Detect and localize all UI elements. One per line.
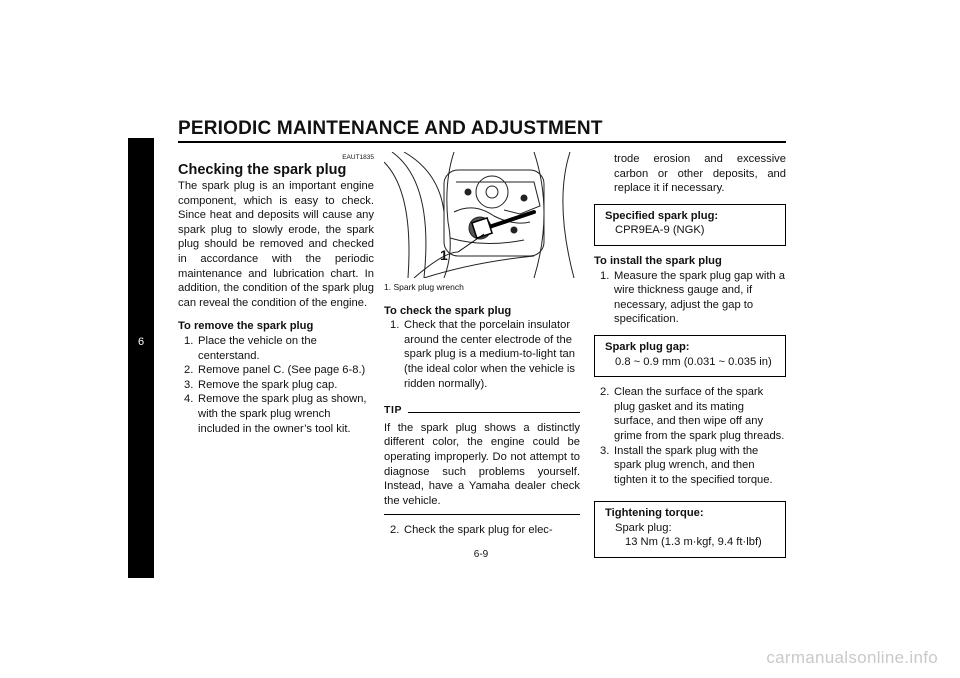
engine-illustration: [384, 152, 580, 278]
chapter-number: 6: [137, 336, 145, 348]
step-number: 1.: [184, 334, 194, 347]
step-text: Clean the surface of the spark plug gasket and its mating surface, and then wipe off any grime from the spark plug threads.: [614, 386, 785, 442]
step-text: Install the spark plug with the spark plug wrench, and then tighten it to the specified torque.: [614, 444, 773, 486]
page-number: 6-9: [473, 549, 489, 560]
figure-caption: 1. Spark plug wrench: [384, 282, 464, 292]
step-number: 3.: [184, 378, 194, 391]
check-steps: [384, 318, 580, 391]
tip-end-rule: [384, 514, 580, 515]
list-item: [178, 392, 374, 436]
spec-label: Spark plug:: [615, 521, 672, 534]
document-code: EAUT1835: [342, 154, 374, 161]
check-steps-continued: [384, 523, 580, 538]
list-item: [594, 444, 786, 488]
install-steps-continued: [594, 385, 786, 487]
step-number: 2.: [390, 524, 400, 537]
step-text: Remove the spark plug as shown, with the spark plug wrench included in the owner’s tool kit.: [198, 393, 367, 435]
step-text: Check the spark plug for elec-: [404, 524, 553, 537]
header-rule: [178, 141, 786, 143]
step-number: 2.: [600, 386, 610, 399]
list-item: [178, 334, 374, 363]
watermark: carmanualsonline.info: [766, 648, 938, 667]
spec-value: 13 Nm (1.3 m·kgf, 9.4 ft·lbf): [625, 536, 762, 549]
list-item: [594, 269, 786, 327]
section-title: Checking the spark plug: [178, 162, 347, 178]
step-number: 1.: [600, 269, 610, 282]
step-text: Remove the spark plug cap.: [198, 378, 338, 391]
step-number: 2.: [184, 364, 194, 377]
tip-text: If the spark plug shows a distinctly different color, the engine could be operating improperly. Do not attempt to diagnose such problems yourself. Instead, have a Yamaha dealer check the vehicle.: [384, 421, 580, 507]
spec-box-spark-plug: [594, 204, 786, 246]
spec-value: 0.8 ~ 0.9 mm (0.031 ~ 0.035 in): [615, 355, 772, 368]
step-text: Place the vehicle on the centerstand.: [198, 334, 317, 362]
step-text: Remove panel C. (See page 6-8.): [198, 364, 366, 377]
tip-label: TIP: [384, 404, 403, 417]
list-item: [594, 385, 786, 443]
list-item: [178, 378, 374, 393]
spec-box-gap: [594, 335, 786, 377]
spark-plug-wrench-figure: [384, 152, 580, 278]
column-1: [178, 154, 374, 436]
continued-text: trode erosion and excessive carbon or other deposits, and replace it if necessary.: [614, 153, 786, 195]
spec-title: Spark plug gap:: [605, 340, 690, 353]
chapter-tab: [128, 138, 154, 578]
column-3: [594, 152, 786, 566]
install-steps: [594, 269, 786, 327]
install-heading: To install the spark plug: [594, 254, 722, 267]
step-number: 4.: [184, 393, 194, 406]
intro-paragraph: The spark plug is an important engine component, which is easy to check. Since heat and deposits will cause any spark plug to slowly erode, the spark plug should be removed and checked in accordance with the periodic maintenance and lubrication chart. In addition, the condition of the spark plug can reveal the condition of the engine.: [178, 180, 374, 309]
step-number: 3.: [600, 444, 610, 457]
list-item: [384, 318, 580, 391]
spec-value: CPR9EA-9 (NGK): [615, 224, 705, 237]
figure-callout: 1: [440, 247, 448, 263]
remove-steps: [178, 334, 374, 436]
step-number: 1.: [390, 319, 400, 332]
remove-heading: To remove the spark plug: [178, 320, 314, 333]
spec-title: Tightening torque:: [605, 507, 704, 520]
list-item: [178, 363, 374, 378]
step-text: Measure the spark plug gap with a wire thickness gauge and, if necessary, adjust the gap to specification.: [614, 269, 786, 326]
column-2: [384, 152, 580, 538]
tip-header: [384, 403, 580, 418]
page-title: PERIODIC MAINTENANCE AND ADJUSTMENT: [178, 118, 603, 139]
spec-box-torque: [594, 501, 786, 558]
list-item: [384, 523, 580, 538]
tip-rule: [408, 412, 580, 413]
spec-title: Specified spark plug:: [605, 209, 719, 222]
check-heading: To check the spark plug: [384, 304, 512, 317]
step-text: Check that the porcelain insulator around the center electrode of the spark plug is a medium-to-light tan (the ideal color when the vehicle is ridden normally).: [404, 319, 576, 390]
